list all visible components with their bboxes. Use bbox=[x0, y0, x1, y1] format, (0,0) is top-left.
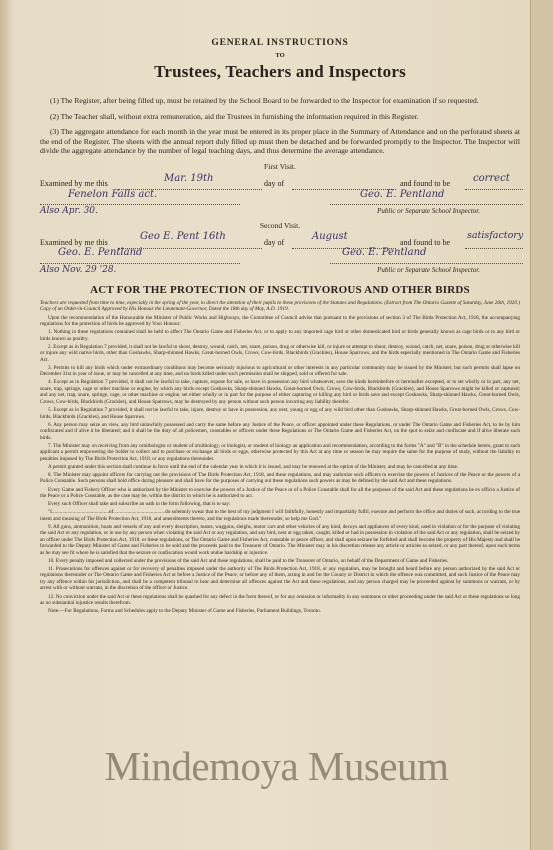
day-of-label: day of bbox=[264, 178, 285, 188]
second-visit-result: satisfactory bbox=[467, 229, 524, 241]
first-visit-result: correct bbox=[473, 172, 510, 184]
bird-act-paragraph: Every such Officer shall take and subscribe an oath in the form following, that is to say: bbox=[48, 501, 231, 508]
first-visit-inspector-caption: Public or Separate School Inspector. bbox=[377, 206, 480, 215]
bird-act-paragraph: 1. Nothing in these regulations contained shall be held to affect The Ontario Game and Fisheries Act, or to apply to any imported cage bird or other domesticated bird or birds generally known as cage birds or to any bird or birds known as poultry. bbox=[40, 329, 520, 342]
bird-act-paragraph: 2. Except as in Regulation 7 provided, it shall not be lawful to shoot, destroy, wound, catch, net, snare, poison, drug or otherwise kill, or injure or attempt to shoot, destroy, wound, catch, net, snare, poison, drug or otherwise kill or injure any wild native birds, other than Goshawks, Sharp-shinned Hawks, Great-horned Owls, Crows, Cow-birds, Blackbirds (Grackles), House Sparrows, and the birds especially mentioned in The Ontario Game and Fisheries Act. bbox=[40, 343, 520, 363]
bird-act-paragraph: 8. The Minister may appoint officers for carrying out the provisions of The Birds Protection Act, 1918, and these regulations, and may authorize such officers to exercise the powers of Justices of the Peace or the powers of a Police Constable. Such persons shall hold office during pleasure and shall have for the purposes of carrying out these regulations such powers as may be defined by the said Act and these regulations. bbox=[40, 471, 520, 485]
bird-act-title: ACT FOR THE PROTECTION OF INSECTIVOROUS AND OTHER BIRDS bbox=[90, 283, 470, 296]
instruction-1: (1) The Register, after being filled up, must be retained by the School Board to be forwarded to the Inspector for examination if so requested. bbox=[50, 96, 479, 105]
second-visit-inspector-caption: Public or Separate School Inspector. bbox=[377, 265, 480, 274]
found-to-be-label: and found to be bbox=[400, 178, 450, 188]
first-visit-place: Fenelon Falls act. bbox=[68, 188, 158, 200]
adjacent-page-edge bbox=[530, 0, 553, 850]
first-visit-caption-row bbox=[40, 207, 520, 219]
museum-watermark: Mindemoya Museum bbox=[104, 743, 449, 789]
examined-by-label: Examined by me this bbox=[40, 237, 108, 247]
page-title: Trustees, Teachers and Inspectors bbox=[154, 62, 406, 81]
second-visit-caption-row bbox=[40, 266, 520, 278]
bird-act-paragraph: A permit granted under this section shall continue in force until the end of the calendar year in which it is issued, and may be renewed at the option of the Minister, and may be cancelled at any time. bbox=[48, 463, 459, 470]
instruction-3: (3) The aggregate attendance for each month in the year must be entered in its proper place in the Summary of Attendance and on the perforated sheets at the end of the Register. The sheets with the annual report duly filled up must then be detached and be forwarded promptly to the Inspector. The Inspector will divide the aggregate attendance by the number of legal teaching days, and thus determine the average attendance. bbox=[40, 127, 520, 156]
general-instructions-heading: GENERAL INSTRUCTIONS bbox=[211, 38, 349, 48]
first-visit-title: First Visit. bbox=[264, 161, 296, 171]
second-visit-signature-left: Geo. E. Pentland bbox=[58, 246, 143, 258]
bird-act-paragraph: 10. Every penalty imposed and collected under the provisions of the said Act and these regulations, shall be paid to the Treasurer of Ontario, on behalf of the Department of Game and Fisheries. bbox=[48, 557, 449, 564]
bird-act-paragraph: 3. Permits to kill any birds which under extraordinary conditions may become seriously injurious to agricultural or other interests in any particular community may be issued by the Minister, but such permits shall lapse on December 31st in year of issue, or may be cancelled at any time, and no birds killed under such permission shall be shipped, sold or offered for sale. bbox=[40, 364, 520, 378]
second-visit-signature-right: Geo. E. Pentland bbox=[342, 246, 427, 258]
first-visit-signature: Geo. E. Pentland bbox=[360, 188, 445, 200]
first-visit-signature-row bbox=[40, 188, 520, 207]
bird-act-paragraph: 4. Except as in Regulation 7 provided, it shall not be lawful to take, capture, expose for sale, or have in possession any bird whatsoever, save the kinds hereinbefore or hereinafter excepted, or to set wholly or in part, any net, snare, trap, springe, cage or other machine or engine, by which any birds except Goshawks, Sharp-shinned Hawks, Great-horned Owls, Crows, Cow-birds, Blackbirds (Grackles), and House Sparrows might be killed or captured; and any net, trap, snare, springe, cage, or other machine or engine, set either wholly or in part for the purpose of either capturing or killing any bird or birds save and except Goshawks, Sharp-shinned Hawks, Great-horned Owls, Crows, Cow-birds, Blackbirds (Grackles), and House Sparrows, may be destroyed by any person without such person incurring any liability therefor. bbox=[40, 379, 520, 405]
bird-act-paragraph: 9. All guns, ammunition, boats and vessels of any and every description, teams, waggons, sleighs, motor cars and other vehicles of any kind, decoys and appliances of every kind, used in violation or for the purpose of violating the said Act or any regulation, or in use by any person when violating the said Act or any regulation, and any bird, nest or egg taken, caught, killed or had in possession in violation of the said Act or any regulation, shall be seized by an officer under The Birds Protection Act, 1918, or these regulations, or The Ontario Game and Fisheries Act, constable or peace officer, and shall upon seizure be forfeited and shall become the property of His Majesty and shall be forwarded to the Deputy Minister of Game and Fisheries to be sold and the proceeds paid to the Treasurer of Ontario. The Minister may in his discretion release any article or articles so seized, or any part thereof, upon such terms as he may see fit where he is satisfied that the seizure or confiscation would work undue hardship or injustice. bbox=[40, 523, 520, 556]
second-visit-title: Second Visit. bbox=[259, 220, 301, 230]
bird-act-paragraph: 7. The Minister may on receiving from any ornithologist or student of ornithology, or biologist, or student of biology an application and recommendation, according to the forms "A" and "B" in the schedule hereto, grant to such applicant a permit empowering the holder to collect and to purchase or exchange all birds or eggs, otherwise protected by this Act at any time or season he may require the same for the purpose of study, without the liability to penalties imposed by The Birds Protection Act, 1918, or any regulations thereunder. bbox=[40, 442, 520, 462]
examined-by-label: Examined by me this bbox=[40, 178, 108, 188]
first-visit-also: Also Apr. 30. bbox=[40, 205, 98, 216]
bird-act-paragraph: 5. Except as in Regulation 7 provided, it shall not be lawful to take, injure, destroy or have in possession, any nest, young or egg of any wild bird other than Goshawks, Sharp-shinned Hawks, Great-horned Owls, Crows, Cow-birds, Blackbirds (Grackles), and House Sparrows. bbox=[40, 407, 520, 420]
found-to-be-label: and found to be bbox=[400, 237, 450, 247]
second-visit-signature-row bbox=[40, 246, 520, 266]
second-visit-section bbox=[40, 220, 524, 278]
bird-act-paragraph: 11. Prosecutions for offences against or for recovery of penalties imposed under the authority of The Birds Protection Act, 1918, or any regulation, may be brought and heard before any person authorized by the said Act or regulations thereunder or The Ontario Game and Fisheries Act or before a Justice of the Peace, or before any of them, acting in and for the County or District in which the offence was committed, and such Justice of the Peace may try any offence within his jurisdiction, and shall be a competent tribunal to hear and determine all offences against the Act and these regulations, and any person charged may be proceeded against by summons or warrant, or by arrest with or without warrant, in the discretion of the officer or Justice. bbox=[40, 565, 520, 592]
bird-act-paragraph: 6. Any person may seize on view, any bird unlawfully possessed and carry the same before any Justice of the Peace, or officer appointed under these Regulations, or under The Ontario Game and Fisheries Act, to be by him confiscated and if alive it be liberated; and it shall be the duty of all policemen, constables or officers under these Regulations or The Ontario Game and Fisheries Act, on the spot to seize and confiscate and if alive liberate such birds. bbox=[40, 421, 520, 441]
second-visit-month: August bbox=[312, 230, 348, 242]
bird-act-paragraph: "I............................................of........................................do solemnly swear that to the best of my judgment I will faithfully, honestly and impartially fulfil, execute and perform the office and duties of such, according to the true intent and meaning of The Birds Protection Act, 1918, and amendments thereto, and the regulations made thereunder, so help me God." bbox=[40, 509, 520, 522]
first-visit-section bbox=[40, 162, 520, 219]
bird-act-paragraph: Upon the recommendation of the Honourable the Minister of Public Works and Highways, the Committee of Council advise that pursuant to the provisions of section 3 of The Birds Protection Act, 1918, the accompanying regulations for the protection of birds be approved by Your Honour: bbox=[40, 314, 520, 328]
second-visit-also: Also Nov. 29 '28. bbox=[40, 264, 117, 275]
instruction-2: (2) The Teacher shall, without extra remuneration, aid the Trustees in furnishing the information required in this Register. bbox=[50, 111, 419, 121]
bird-act-paragraph: Note:—For Regulations, Forms and Schedules apply to the Deputy Minister of Game and Fisheries, Parliament Buildings, Toronto. bbox=[48, 608, 322, 615]
heading-to: TO bbox=[275, 52, 285, 59]
bird-act-body bbox=[40, 315, 520, 615]
day-of-label: day of bbox=[264, 237, 285, 247]
page-content bbox=[40, 38, 524, 616]
bird-act-intro: Teachers are requested from time to time, especially in the spring of the year, to direct the attention of their pupils to these provisions of the Statutes and Regulations. (Extract from The Ontario Gazette of Saturday, June 26th, 1920.) Copy of an Order-in-Council Approved by His Honour the Lieutenant-Governor, Dated the 18th day of May, A.D. 1919. bbox=[40, 299, 520, 313]
first-visit-date: Mar. 19th bbox=[164, 172, 214, 184]
bird-act-paragraph: Every Game and Fishery Officer who is authorized by the Minister to exercise the powers of a Justice of the Peace or of a Police Constable shall for all the purposes of the said Act and these regulations be ex officio a Justice of the Peace or a Police Constable, as the case may be, within the district in which he is authorized to act. bbox=[40, 486, 520, 499]
bird-act-paragraph: 12. No conviction under the said Act or these regulations shall be quashed for any defect in the form thereof, or for any omission or informality in any summons or other proceeding under the said Act or these regulations so long as no substantial injustice results therefrom. bbox=[40, 593, 520, 607]
second-visit-date: Geo E. Pent 16th bbox=[140, 230, 226, 242]
